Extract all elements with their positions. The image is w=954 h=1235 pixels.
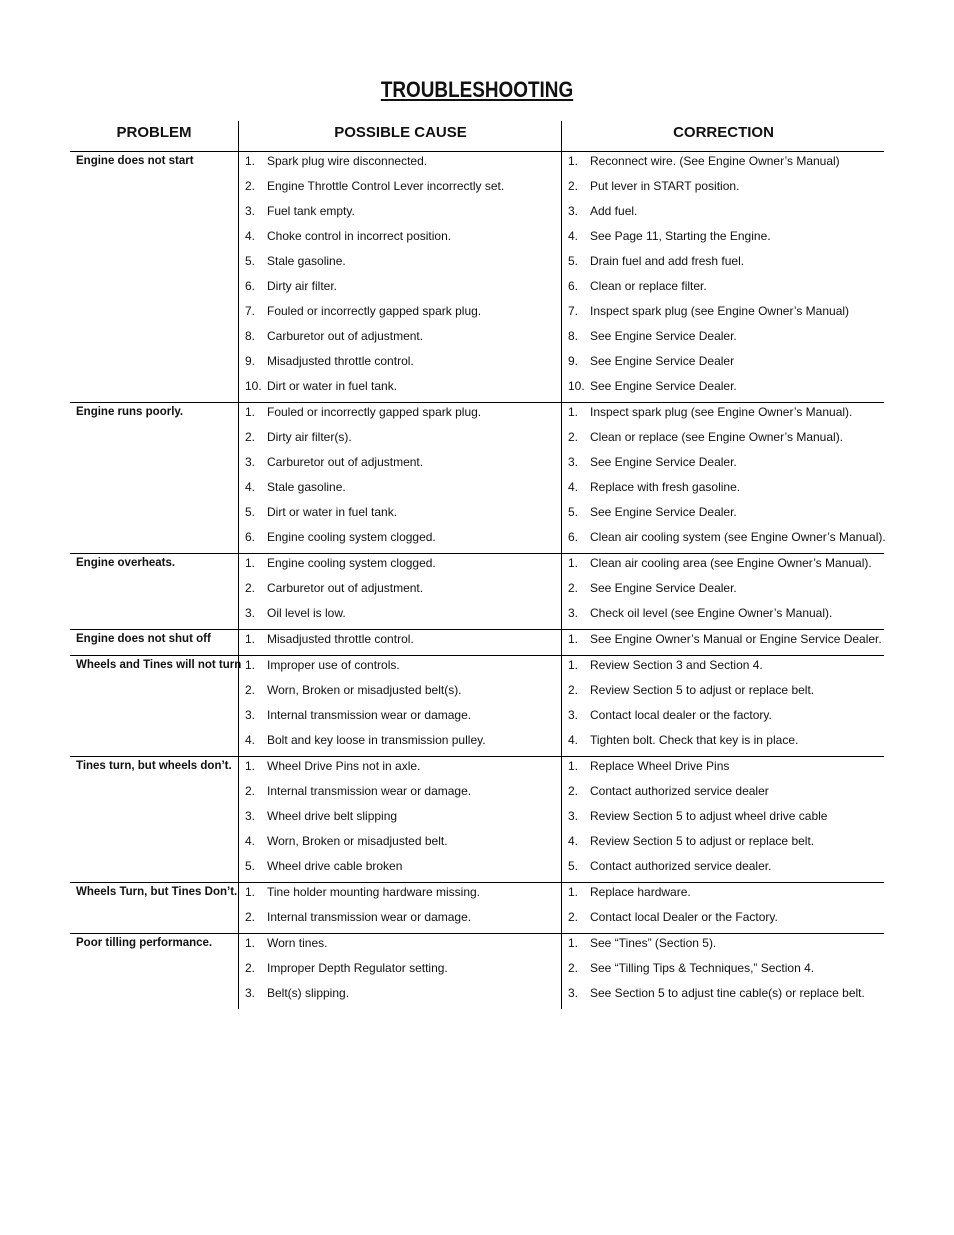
- correction-cell: [561, 302, 884, 327]
- cause-cell: [238, 706, 561, 731]
- correction-cell: [561, 731, 884, 756]
- item-number: 2.: [568, 961, 579, 975]
- table-row: [238, 731, 884, 756]
- table-row: [238, 883, 884, 908]
- table-row: [238, 807, 884, 832]
- item-number: 5.: [245, 254, 256, 268]
- cause-text: Carburetor out of adjustment.: [267, 581, 424, 595]
- item-number: 5.: [245, 859, 256, 873]
- cause-cell: [238, 554, 561, 579]
- item-number: 2.: [245, 430, 256, 444]
- item-number: 3.: [245, 986, 256, 1000]
- item-number: 8.: [245, 329, 256, 343]
- cause-text: Wheel Drive Pins not in axle.: [267, 759, 421, 773]
- cause-cell: [238, 579, 561, 604]
- item-number: 3.: [568, 204, 579, 218]
- cause-text: Internal transmission wear or damage.: [267, 910, 472, 924]
- item-number: 4.: [245, 480, 256, 494]
- cause-cell: [238, 478, 561, 503]
- cause-cell: [238, 857, 561, 882]
- cause-text: Oil level is low.: [267, 606, 346, 620]
- item-number: 2.: [568, 784, 579, 798]
- table-row: [238, 277, 884, 302]
- item-number: 3.: [245, 708, 256, 722]
- page-title: TROUBLESHOOTING: [380, 77, 574, 102]
- table-row: [238, 857, 884, 882]
- correction-cell: [561, 934, 884, 959]
- cause-text: Fouled or incorrectly gapped spark plug.: [267, 405, 482, 419]
- item-number: 3.: [245, 455, 256, 469]
- correction-cell: [561, 227, 884, 252]
- table-row: [238, 478, 884, 503]
- item-number: 5.: [568, 254, 579, 268]
- correction-cell: [561, 782, 884, 807]
- correction-text: See Page 11, Starting the Engine.: [590, 229, 771, 243]
- problem-group: [70, 757, 884, 883]
- problem-label: Tines turn, but wheels don’t.: [76, 760, 232, 772]
- item-number: 4.: [245, 733, 256, 747]
- correction-text: See “Tilling Tips & Techniques,” Section 4.: [590, 961, 815, 975]
- correction-cell: [561, 277, 884, 302]
- item-number: 4.: [568, 480, 579, 494]
- cause-cell: [238, 403, 561, 428]
- table-row: [238, 984, 884, 1009]
- correction-cell: [561, 403, 884, 428]
- cause-cell: [238, 377, 561, 402]
- item-number: 3.: [245, 606, 256, 620]
- correction-text: See Engine Owner’s Manual or Engine Service Dealer.: [590, 632, 882, 646]
- cause-text: Worn, Broken or misadjusted belt(s).: [267, 683, 462, 697]
- item-number: 1.: [245, 556, 256, 570]
- table-row: [238, 554, 884, 579]
- cause-text: Dirt or water in fuel tank.: [267, 505, 398, 519]
- correction-cell: [561, 579, 884, 604]
- cause-text: Fouled or incorrectly gapped spark plug.: [267, 304, 482, 318]
- cause-text: Dirt or water in fuel tank.: [267, 379, 398, 393]
- item-number: 1.: [568, 936, 579, 950]
- correction-text: Inspect spark plug (see Engine Owner’s Manual): [590, 304, 850, 318]
- item-number: 3.: [245, 809, 256, 823]
- problem-label: Engine overheats.: [76, 557, 176, 569]
- item-number: 3.: [568, 986, 579, 1000]
- cause-text: Carburetor out of adjustment.: [267, 329, 424, 343]
- item-number: 1.: [245, 154, 256, 168]
- cause-text: Tine holder mounting hardware missing.: [267, 885, 480, 899]
- cause-text: Worn, Broken or misadjusted belt.: [267, 834, 448, 848]
- correction-cell: [561, 554, 884, 579]
- correction-cell: [561, 630, 884, 655]
- item-number: 2.: [568, 910, 579, 924]
- item-number: 6.: [568, 279, 579, 293]
- cause-cell: [238, 782, 561, 807]
- cause-cell: [238, 327, 561, 352]
- item-number: 4.: [245, 229, 256, 243]
- correction-cell: [561, 807, 884, 832]
- item-number: 4.: [568, 834, 579, 848]
- table-row: [238, 757, 884, 782]
- cause-cell: [238, 302, 561, 327]
- item-number: 4.: [568, 229, 579, 243]
- table-row: [238, 528, 884, 553]
- cause-cell: [238, 152, 561, 177]
- table-row: [238, 908, 884, 933]
- correction-cell: [561, 177, 884, 202]
- table-row: [238, 656, 884, 681]
- cause-cell: [238, 604, 561, 629]
- cause-cell: [238, 453, 561, 478]
- item-number: 1.: [245, 632, 256, 646]
- item-number: 1.: [245, 658, 256, 672]
- item-number: 6.: [245, 530, 256, 544]
- table-row: [238, 681, 884, 706]
- correction-text: Contact local Dealer or the Factory.: [590, 910, 778, 924]
- item-number: 10.: [568, 379, 585, 393]
- correction-text: Clean air cooling area (see Engine Owner’s Manual).: [590, 556, 872, 570]
- correction-text: Contact authorized service dealer: [590, 784, 769, 798]
- cause-cell: [238, 202, 561, 227]
- cause-cell: [238, 731, 561, 756]
- item-number: 4.: [245, 834, 256, 848]
- correction-text: See Section 5 to adjust tine cable(s) or replace belt.: [590, 986, 865, 1000]
- cause-text: Dirty air filter.: [267, 279, 338, 293]
- correction-text: Contact authorized service dealer.: [590, 859, 772, 873]
- correction-text: Review Section 5 to adjust wheel drive cable: [590, 809, 828, 823]
- cause-cell: [238, 528, 561, 553]
- correction-text: Replace hardware.: [590, 885, 691, 899]
- correction-cell: [561, 202, 884, 227]
- correction-text: Review Section 5 to adjust or replace belt.: [590, 834, 815, 848]
- item-number: 3.: [568, 606, 579, 620]
- correction-text: Tighten bolt. Check that key is in place.: [590, 733, 799, 747]
- cause-text: Fuel tank empty.: [267, 204, 355, 218]
- item-number: 5.: [245, 505, 256, 519]
- item-number: 6.: [245, 279, 256, 293]
- cause-cell: [238, 757, 561, 782]
- correction-cell: [561, 706, 884, 731]
- correction-cell: [561, 478, 884, 503]
- cause-text: Internal transmission wear or damage.: [267, 784, 472, 798]
- correction-text: Inspect spark plug (see Engine Owner’s Manual).: [590, 405, 853, 419]
- cause-text: Spark plug wire disconnected.: [267, 154, 428, 168]
- item-number: 2.: [568, 430, 579, 444]
- item-number: 5.: [568, 859, 579, 873]
- cause-text: Carburetor out of adjustment.: [267, 455, 424, 469]
- correction-text: Check oil level (see Engine Owner’s Manual).: [590, 606, 833, 620]
- table-row: [238, 706, 884, 731]
- item-number: 3.: [568, 809, 579, 823]
- correction-cell: [561, 352, 884, 377]
- cause-text: Stale gasoline.: [267, 480, 346, 494]
- problem-label: Engine does not shut off: [76, 633, 211, 645]
- cause-text: Misadjusted throttle control.: [267, 632, 414, 646]
- header-problem: PROBLEM: [116, 124, 192, 141]
- cause-cell: [238, 630, 561, 655]
- item-number: 1.: [568, 632, 579, 646]
- problem-group: [70, 883, 884, 934]
- table-row: [238, 579, 884, 604]
- header-correction: CORRECTION: [561, 121, 885, 151]
- cause-text: Dirty air filter(s).: [267, 430, 352, 444]
- item-number: 9.: [245, 354, 256, 368]
- correction-text: See “Tines” (Section 5).: [590, 936, 717, 950]
- table-row: [238, 302, 884, 327]
- cause-text: Wheel drive cable broken: [267, 859, 403, 873]
- table-row: [238, 832, 884, 857]
- problem-group: [70, 630, 884, 656]
- item-number: 9.: [568, 354, 579, 368]
- problem-label: Engine does not start: [76, 155, 194, 167]
- header-possible-cause: POSSIBLE CAUSE: [238, 121, 562, 151]
- item-number: 4.: [568, 733, 579, 747]
- item-number: 1.: [568, 154, 579, 168]
- correction-text: Put lever in START position.: [590, 179, 740, 193]
- correction-cell: [561, 984, 884, 1009]
- table-row: [238, 959, 884, 984]
- item-number: 1.: [568, 885, 579, 899]
- correction-text: See Engine Service Dealer.: [590, 379, 737, 393]
- cause-text: Misadjusted throttle control.: [267, 354, 414, 368]
- problem-group: [70, 554, 884, 630]
- correction-cell: [561, 681, 884, 706]
- cause-text: Bolt and key loose in transmission pulley.: [267, 733, 486, 747]
- cause-text: Wheel drive belt slipping: [267, 809, 398, 823]
- item-number: 2.: [245, 581, 256, 595]
- item-number: 1.: [245, 936, 256, 950]
- cause-cell: [238, 177, 561, 202]
- correction-text: See Engine Service Dealer.: [590, 505, 737, 519]
- correction-cell: [561, 832, 884, 857]
- problem-group: [70, 403, 884, 554]
- correction-cell: [561, 757, 884, 782]
- correction-text: Drain fuel and add fresh fuel.: [590, 254, 745, 268]
- table-row: [238, 630, 884, 655]
- problem-group: [70, 656, 884, 757]
- cause-text: Belt(s) slipping.: [267, 986, 350, 1000]
- cause-text: Internal transmission wear or damage.: [267, 708, 472, 722]
- cause-cell: [238, 252, 561, 277]
- item-number: 1.: [568, 759, 579, 773]
- correction-cell: [561, 857, 884, 882]
- table-row: [238, 403, 884, 428]
- correction-cell: [561, 428, 884, 453]
- cause-text: Stale gasoline.: [267, 254, 346, 268]
- problem-group: [70, 152, 884, 403]
- cause-text: Engine cooling system clogged.: [267, 530, 436, 544]
- correction-text: See Engine Service Dealer: [590, 354, 735, 368]
- correction-text: Replace with fresh gasoline.: [590, 480, 741, 494]
- item-number: 2.: [245, 910, 256, 924]
- cause-cell: [238, 503, 561, 528]
- table-row: [238, 782, 884, 807]
- item-number: 1.: [568, 658, 579, 672]
- item-number: 3.: [245, 204, 256, 218]
- item-number: 2.: [568, 683, 579, 697]
- item-number: 7.: [245, 304, 256, 318]
- item-number: 2.: [245, 179, 256, 193]
- item-number: 1.: [245, 759, 256, 773]
- cause-cell: [238, 352, 561, 377]
- cause-text: Engine cooling system clogged.: [267, 556, 436, 570]
- item-number: 5.: [568, 505, 579, 519]
- cause-text: Improper use of controls.: [267, 658, 400, 672]
- correction-text: Add fuel.: [590, 204, 638, 218]
- correction-text: See Engine Service Dealer.: [590, 329, 737, 343]
- table-row: [238, 352, 884, 377]
- correction-text: Replace Wheel Drive Pins: [590, 759, 730, 773]
- correction-cell: [561, 528, 884, 553]
- table-row: [238, 327, 884, 352]
- table-row: [238, 252, 884, 277]
- item-number: 1.: [568, 405, 579, 419]
- correction-cell: [561, 908, 884, 933]
- table-row: [238, 934, 884, 959]
- correction-cell: [561, 327, 884, 352]
- table-row: [238, 503, 884, 528]
- cause-cell: [238, 959, 561, 984]
- cause-cell: [238, 227, 561, 252]
- item-number: 3.: [568, 455, 579, 469]
- cause-cell: [238, 984, 561, 1009]
- table-row: [238, 428, 884, 453]
- item-number: 7.: [568, 304, 579, 318]
- table-row: [238, 453, 884, 478]
- cause-cell: [238, 277, 561, 302]
- correction-text: Clean or replace (see Engine Owner’s Manual).: [590, 430, 844, 444]
- table-row: [238, 604, 884, 629]
- cause-cell: [238, 681, 561, 706]
- table-row: [238, 377, 884, 402]
- correction-text: Contact local dealer or the factory.: [590, 708, 772, 722]
- problem-label: Wheels and Tines will not turn: [76, 659, 242, 671]
- item-number: 10.: [245, 379, 262, 393]
- cause-text: Worn tines.: [267, 936, 328, 950]
- problem-group: [70, 934, 884, 1009]
- cause-text: Engine Throttle Control Lever incorrectly set.: [267, 179, 505, 193]
- cause-cell: [238, 883, 561, 908]
- item-number: 2.: [568, 179, 579, 193]
- cause-cell: [238, 934, 561, 959]
- correction-cell: [561, 503, 884, 528]
- cause-cell: [238, 656, 561, 681]
- cause-cell: [238, 428, 561, 453]
- table-row: [238, 202, 884, 227]
- item-number: 1.: [245, 405, 256, 419]
- item-number: 2.: [245, 683, 256, 697]
- correction-cell: [561, 656, 884, 681]
- correction-text: Reconnect wire. (See Engine Owner’s Manual): [590, 154, 840, 168]
- correction-text: Clean or replace filter.: [590, 279, 707, 293]
- cause-cell: [238, 908, 561, 933]
- item-number: 2.: [568, 581, 579, 595]
- correction-text: See Engine Service Dealer.: [590, 455, 737, 469]
- cause-cell: [238, 832, 561, 857]
- item-number: 1.: [245, 885, 256, 899]
- item-number: 2.: [245, 961, 256, 975]
- correction-cell: [561, 252, 884, 277]
- table-header: [70, 121, 884, 152]
- correction-cell: [561, 959, 884, 984]
- cause-text: Choke control in incorrect position.: [267, 229, 452, 243]
- troubleshooting-table: [70, 121, 884, 1009]
- item-number: 2.: [245, 784, 256, 798]
- correction-text: See Engine Service Dealer.: [590, 581, 737, 595]
- cause-cell: [238, 807, 561, 832]
- correction-text: Clean air cooling system (see Engine Owner’s Manual).: [590, 530, 886, 544]
- table-row: [238, 152, 884, 177]
- correction-text: Review Section 3 and Section 4.: [590, 658, 763, 672]
- correction-cell: [561, 152, 884, 177]
- table-row: [238, 227, 884, 252]
- correction-cell: [561, 377, 884, 402]
- correction-cell: [561, 883, 884, 908]
- problem-label: Engine runs poorly.: [76, 406, 184, 418]
- problem-label: Wheels Turn, but Tines Don’t.: [76, 886, 238, 898]
- item-number: 3.: [568, 708, 579, 722]
- table-row: [238, 177, 884, 202]
- item-number: 6.: [568, 530, 579, 544]
- correction-cell: [561, 453, 884, 478]
- correction-text: Review Section 5 to adjust or replace belt.: [590, 683, 815, 697]
- item-number: 1.: [568, 556, 579, 570]
- correction-cell: [561, 604, 884, 629]
- item-number: 8.: [568, 329, 579, 343]
- cause-text: Improper Depth Regulator setting.: [267, 961, 448, 975]
- table-body: [70, 152, 884, 1009]
- problem-label: Poor tilling performance.: [76, 937, 213, 949]
